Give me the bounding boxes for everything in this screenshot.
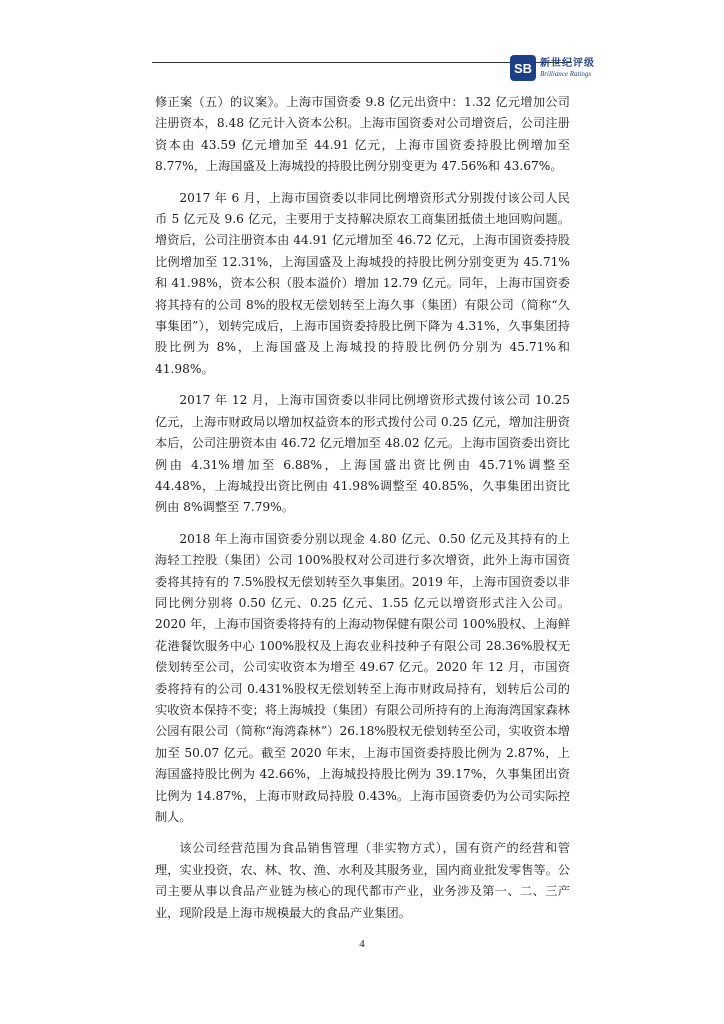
header-rule: [152, 62, 572, 63]
company-logo: [510, 55, 595, 81]
paragraph-2: 2017 年 6 月，上海市国资委以非同比例增资形式分别拨付该公司人民币 5 亿元及 9.6 亿元，主要用于支持解决原农工商集团抵债土地回购问题。增资后，公司注册资本由 44.91 亿元增加至 46.72 亿元，上海市国资委持股比例增加至 12.31%，上海国盛及上海城投的持股比例分别变更为 45.71%和 41.98%，资本公积（股本溢价）增加 12.79 亿元。同年，上海市国资委将其持有的公司 8%的股权无偿划转至上海久事（集团）有限公司（简称“久事集团”），划转完成后，上海市国资委持股比例下降为 4.31%，久事集团持股比例为 8%，上海国盛及上海城投的持股比例仍分别为 45.71%和 41.98%。: [155, 190, 570, 376]
logo-chinese-text: 新世纪评级: [540, 57, 595, 69]
page-number: 4: [359, 938, 365, 950]
paragraph-1: 修正案（五）的议案》。上海市国资委 9.8 亿元出资中：1.32 亿元增加公司注册资本，8.48 亿元计入资本公积。上海市国资委对公司增资后，公司注册资本由 43.59 亿元增加至 44.91 亿元，上海市国资委持股比例增加至 8.77%，上海国盛及上海城投的持股比例分别变更为 47.56%和 43.67%。: [155, 95, 570, 174]
logo-english-text: Brilliance Ratings: [540, 69, 592, 78]
logo-mark-icon: [510, 55, 536, 81]
paragraph-4: 2018 年上海市国资委分别以现金 4.80 亿元、0.50 亿元及其持有的上海轻工控股（集团）公司 100%股权对公司进行多次增资，此外上海市国资委将其持有的 7.5%股权无偿划转至久事集团。2019 年，上海市国资委以非同比例分别将 0.50 亿元、0.25 亿元、1.55 亿元以增资形式注入公司。2020 年，上海市国资委将持有的上海动物保健有限公司 100%股权、上海鲜花港餐饮服务中心 100%股权及上海农业科技种子有限公司 28.36%股权无偿划转至公司，公司实收资本为增至 49.67 亿元。2020 年 12 月，市国资委将持有的公司 0.431%股权无偿划转至上海市财政局持有，划转后公司的实收资本保持不变；将上海城投（集团）有限公司所持有的上海海湾国家森林公园有限公司（简称“海湾森林”）26.18%股权无偿划转至公司，实收资本增加至 50.07 亿元。截至 2020 年末，上海市国资委持股比例为 2.87%，上海国盛持股比例为 42.66%，上海城投持股比例为 39.17%，久事集团出资比例为 14.87%，上海市财政局持股 0.43%。上海市国资委仍为公司实际控制人。: [155, 531, 570, 824]
svg-text:SB: SB: [513, 61, 533, 76]
paragraph-3: 2017 年 12 月，上海市国资委以非同比例增资形式拨付该公司 10.25 亿元，上海市财政局以增加权益资本的形式拨付公司 0.25 亿元，增加注册资本后，公司注册资本由 46.72 亿元增加至 48.02 亿元。上海市国资委出资比例由 4.31%增加至 6.88%，上海国盛出资比例由 45.71%调整至 44.48%，上海城投出资比例由 41.98%调整至 40.85%，久事集团出资比例由 8%调整至 7.79%。: [155, 393, 570, 515]
paragraph-5: 该公司经营范围为食品销售管理（非实物方式），国有资产的经营和管理，实业投资，农、林、牧、渔、水利及其服务业，国内商业批发零售等。公司主要从事以食品产业链为核心的现代都市产业，业务涉及第一、二、三产业，现阶段是上海市规模最大的食品产业集团。: [155, 841, 570, 920]
document-body: [155, 92, 570, 934]
